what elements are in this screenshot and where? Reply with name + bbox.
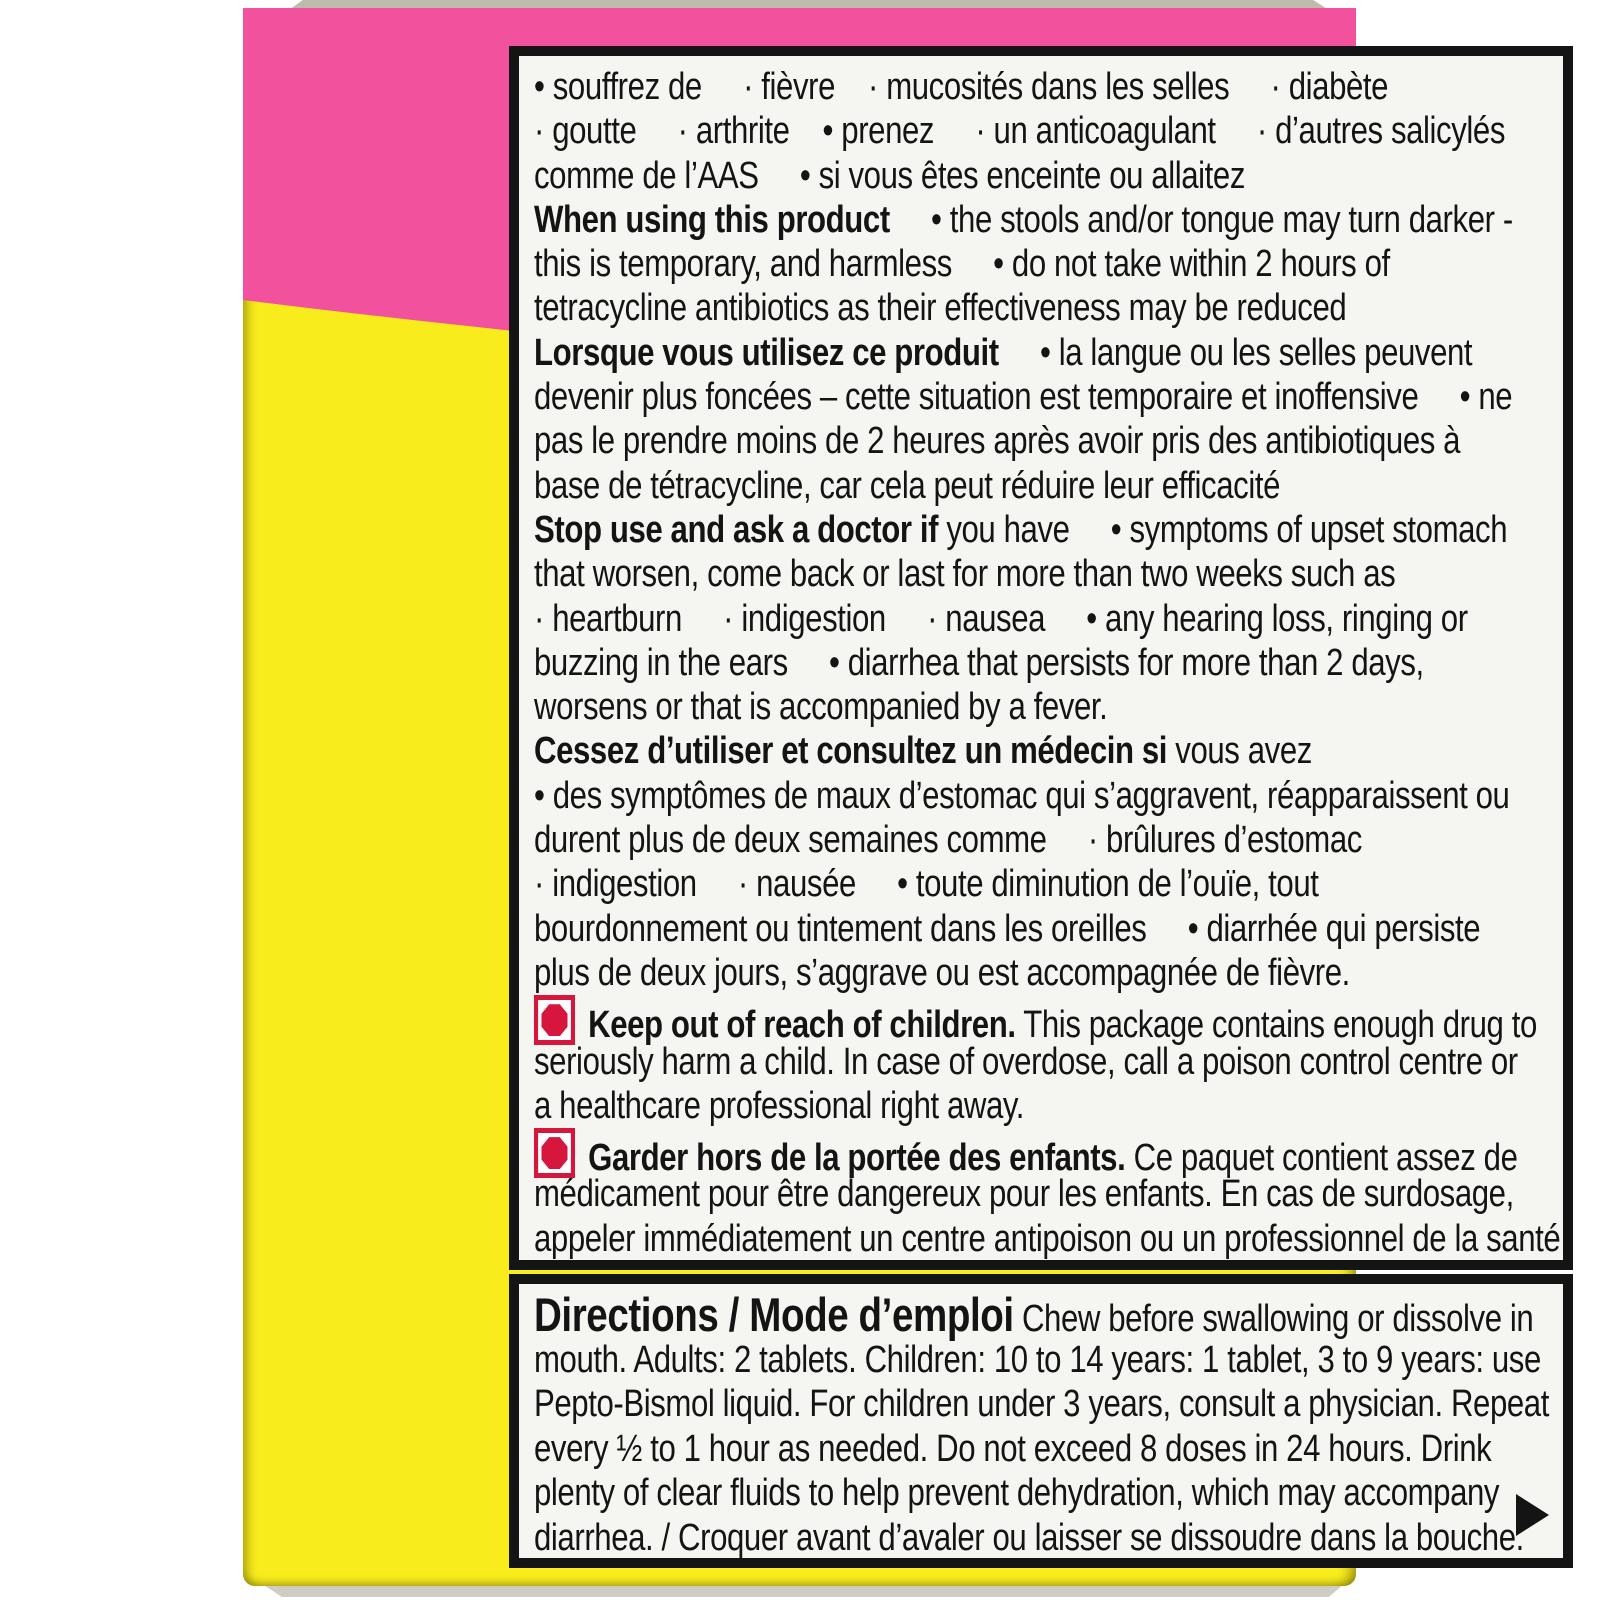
directions-line [534, 1471, 1500, 1516]
stop-hazard-icon [534, 995, 575, 1045]
text-segment: • souffrez de · fièvre · mucosités dans les selles · diabète [534, 66, 1389, 108]
warning-line [534, 331, 1473, 375]
heading-text-segment: Stop use and ask a doctor if [534, 508, 939, 551]
warning-line [534, 1040, 1518, 1084]
warning-line [534, 1128, 1518, 1180]
warning-line [534, 774, 1510, 818]
text-segment: base de tétracycline, car cela peut réduire leur efficacité [534, 464, 1281, 507]
text-segment: médicament pour être dangereux pour les enfants. En cas de surdosage, [534, 1173, 1514, 1216]
text-segment: devenir plus foncées – cette situation est temporaire et inoffensive • ne [534, 376, 1513, 419]
warning-line [534, 65, 1389, 109]
octagon-shape [541, 1004, 567, 1036]
text-segment: Ce paquet contient assez de [1125, 1137, 1518, 1180]
warning-line [534, 729, 1373, 773]
directions-line [534, 1516, 1524, 1561]
warning-line [534, 109, 1506, 153]
text-segment: buzzing in the ears • diarrhea that persists for more than 2 days, [534, 641, 1424, 684]
warning-line [534, 154, 1373, 198]
text-segment: · indigestion · nausée • toute diminution de l’ouïe, tout [534, 863, 1319, 906]
warning-line [534, 641, 1424, 685]
warning-line [534, 685, 1373, 729]
text-segment: · heartburn · indigestion · nausea • any hearing loss, ringing or [534, 597, 1468, 640]
directions-line [534, 1338, 1541, 1383]
heading-text-segment: Directions / Mode d’emploi [534, 1288, 1014, 1341]
warning-line [534, 242, 1390, 286]
text-segment: • des symptômes de maux d’estomac qui s’aggravent, réapparaissent ou [534, 774, 1510, 817]
stop-hazard-icon [534, 1128, 575, 1178]
directions-line [534, 1382, 1549, 1427]
text-segment: appeler immédiatement un centre antipoison ou un professionnel de la santé. [534, 1217, 1569, 1260]
text-segment: • the stools and/or tongue may turn darker - [889, 198, 1513, 241]
heading-text-segment: Lorsque vous utilisez ce produit [534, 331, 999, 374]
text-segment: tetracycline antibiotics as their effectiveness may be reduced [534, 287, 1347, 330]
text-segment: plenty of clear fluids to help prevent dehydration, which may accompany [534, 1472, 1500, 1515]
text-segment: you have • symptoms of upset stomach [938, 508, 1508, 551]
text-segment: seriously harm a child. In case of overdose, call a poison control centre or [534, 1040, 1518, 1083]
heading-text-segment: Cessez d’utiliser et consultez un médecin si [534, 730, 1168, 773]
heading-text-segment: Keep out of reach of children. [588, 1004, 1016, 1047]
warning-line [534, 1084, 1373, 1128]
package-back-panel [243, 8, 1569, 1586]
text-segment: this is temporary, and harmless • do not take within 2 hours of [534, 243, 1390, 286]
text-segment: mouth. Adults: 2 tablets. Children: 10 to 14 years: 1 tablet, 3 to 9 years: use [534, 1338, 1541, 1381]
warning-line [534, 464, 1373, 508]
heading-text-segment: When using this product [534, 198, 890, 241]
directions-panel [509, 1274, 1573, 1568]
warning-line [534, 1217, 1569, 1261]
warning-line [534, 198, 1513, 242]
text-segment: that worsen, come back or last for more than two weeks such as [534, 553, 1396, 596]
warning-line [534, 419, 1461, 463]
directions-text-block [519, 1284, 1563, 1561]
text-segment: pas le prendre moins de 2 heures après avoir pris des antibiotiques à [534, 420, 1461, 463]
warning-line [534, 552, 1396, 596]
text-segment: This package contains enough drug to [1015, 1004, 1537, 1047]
warnings-panel [509, 46, 1573, 1270]
warning-line [534, 375, 1513, 419]
warning-line [534, 508, 1508, 552]
text-segment: • la langue ou les selles peuvent [998, 331, 1473, 374]
text-segment: Pepto-Bismol liquid. For children under 3 years, consult a physician. Repeat [534, 1383, 1549, 1426]
warning-line [534, 1172, 1514, 1216]
text-segment: durent plus de deux semaines comme · brûlures d’estomac [534, 819, 1362, 862]
warning-line [534, 995, 1537, 1047]
text-segment: every ½ to 1 hour as needed. Do not exceed 8 doses in 24 hours. Drink [534, 1427, 1492, 1470]
warning-line [534, 286, 1373, 330]
text-segment: vous avez [1167, 730, 1312, 773]
warning-line [534, 862, 1373, 906]
text-segment: comme de l’AAS • si vous êtes enceinte ou allaitez [534, 154, 1246, 197]
directions-line [534, 1288, 1534, 1341]
warning-line [534, 818, 1373, 862]
heading-text-segment: Garder hors de la portée des enfants. [588, 1137, 1126, 1180]
directions-line [534, 1427, 1492, 1472]
text-segment: · goutte · arthrite • prenez · un anticoagulant · d’autres salicylés [534, 110, 1506, 153]
text-segment: worsens or that is accompanied by a fever. [534, 686, 1108, 729]
text-segment: a healthcare professional right away. [534, 1084, 1025, 1127]
warning-line [534, 597, 1468, 641]
warning-line [534, 907, 1481, 951]
continue-arrow-icon [1516, 1494, 1549, 1536]
warnings-text-block [519, 56, 1569, 1261]
text-segment: plus de deux jours, s’aggrave ou est accompagnée de fièvre. [534, 951, 1350, 994]
text-segment: Chew before swallowing or dissolve in [1013, 1298, 1534, 1340]
text-segment: bourdonnement ou tintement dans les oreilles • diarrhée qui persiste [534, 907, 1481, 950]
octagon-shape [541, 1137, 567, 1169]
warning-line [534, 951, 1373, 995]
text-segment: diarrhea. / Croquer avant d’avaler ou laisser se dissoudre dans la bouche. [534, 1516, 1524, 1559]
